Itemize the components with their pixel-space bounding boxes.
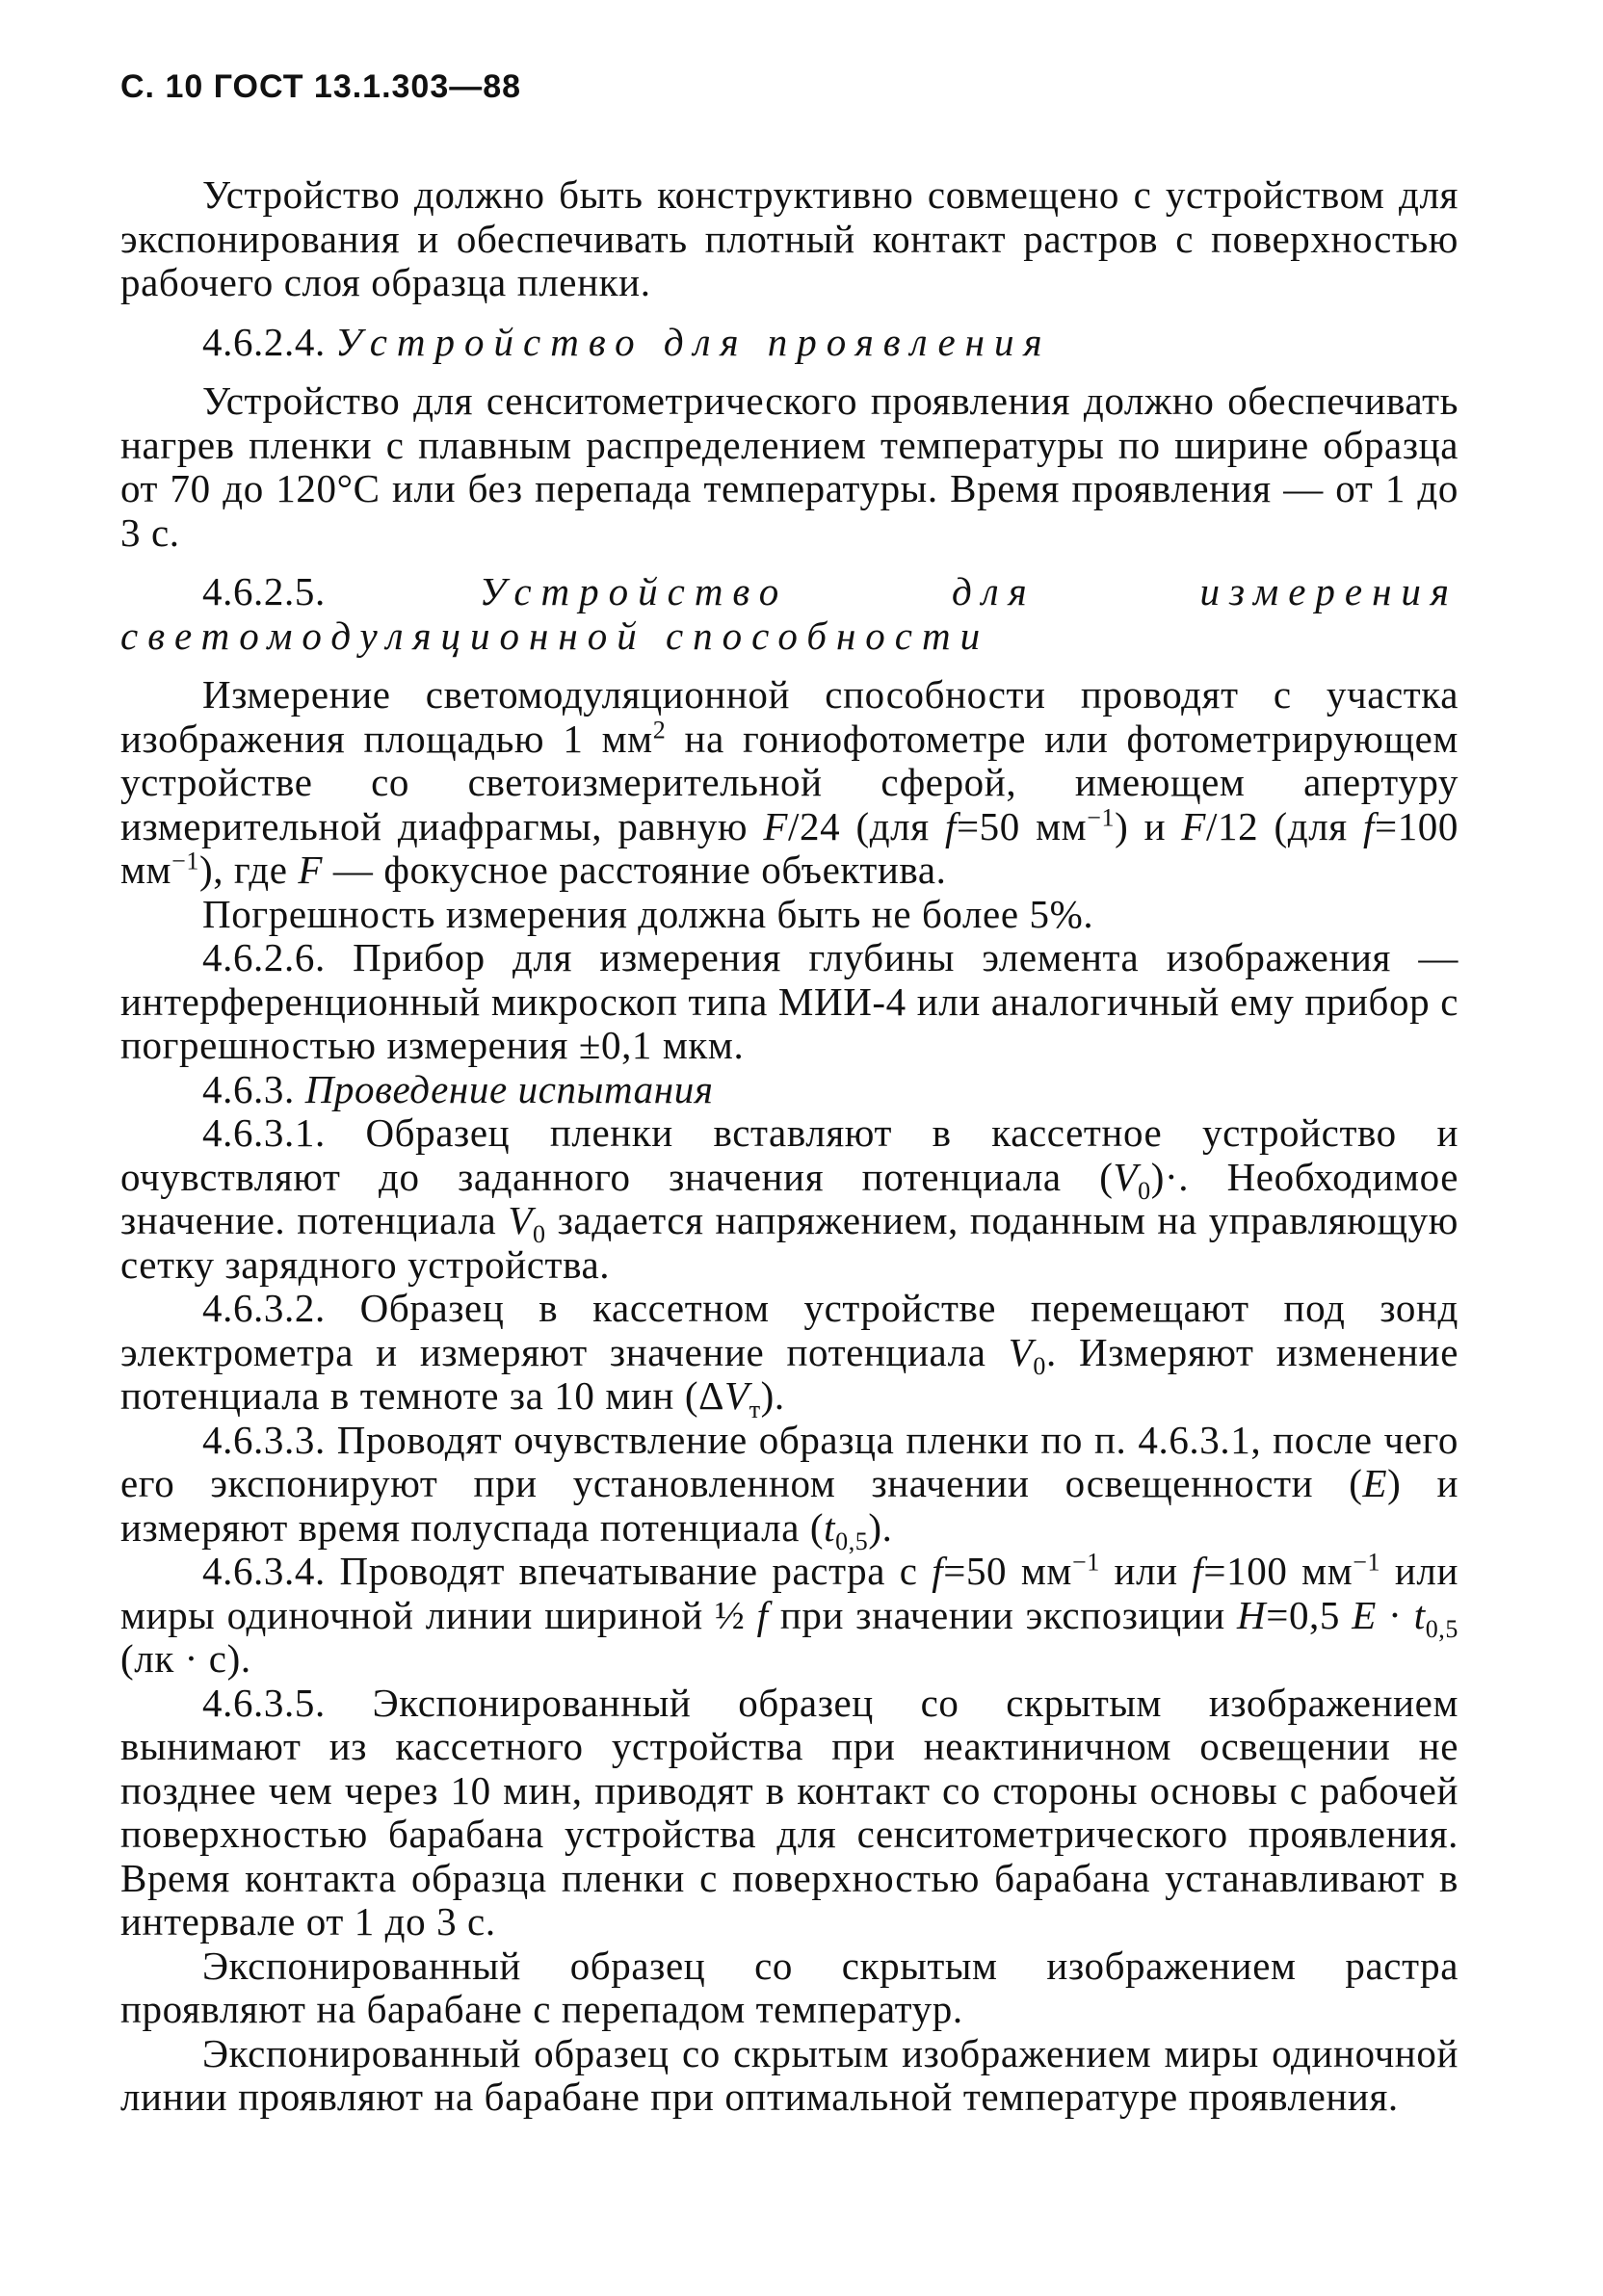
text-run: ) и измеряют время полуспада потенциала (: [120, 1461, 1458, 1550]
text-run: /12 (для: [1206, 803, 1363, 848]
section-number: 4.6.2.4.: [202, 319, 326, 364]
text-run: ).: [868, 1504, 893, 1550]
text-run: или миры одиночной линии шириной ½: [120, 1549, 1458, 1637]
text-run: ), где: [198, 848, 299, 892]
math-symbol: V: [508, 1198, 533, 1242]
text-run: =100 мм: [120, 803, 1459, 892]
superscript: −1: [1071, 1548, 1100, 1577]
text-run: на гониофотометре или фотометрирующем устройстве со светоизмерительной сферой, имеющем апертуру измерительной диафрагмы, равную: [120, 716, 1458, 848]
section-title: Устройство для проявления: [335, 319, 1052, 364]
paragraph-4-6-3-5: 4.6.3.5. Экспонированный образец со скрытым изображением вынимают из кассетного устройства при неактиничном освещении не позднее чем через 10 мин, приводят в контакт со стороны основы с рабочей поверхностью барабана устройства для сенситометрического проявления. Время контакта образца пленки с поверхностью барабана устанавливают в интервале от 1 до 3 с.: [120, 1680, 1458, 1944]
superscript: −1: [1087, 802, 1116, 831]
paragraph-4-6-3-1: [120, 1111, 1458, 1287]
math-symbol: t: [824, 1504, 836, 1550]
text-run: при значении экспозиции: [768, 1592, 1238, 1637]
text-run: (лк · с).: [120, 1636, 251, 1681]
math-symbol: f: [944, 803, 957, 848]
subscript: 0: [1033, 1351, 1046, 1380]
math-symbol: f: [756, 1592, 769, 1637]
text-run: 4.6.3.3. Проводят очувствление образца пленки по п. 4.6.3.1, после чего его экспонируют при установленном значении освещенности (: [120, 1417, 1458, 1505]
text-run: =0,5: [1266, 1592, 1353, 1637]
section-title: Проведение испытания: [304, 1066, 714, 1111]
section-number: 4.6.3.: [202, 1066, 305, 1111]
text-run: задается напряжением, поданным на управляющую сетку зарядного устройства.: [120, 1198, 1458, 1287]
paragraph-4-6-3-3: [120, 1417, 1458, 1555]
math-symbol: F: [298, 848, 324, 892]
text-run: )·. Необходимое значение. потенциала: [120, 1154, 1458, 1242]
text-run: — фокусное расстояние объектива.: [323, 848, 947, 892]
text-run: =100 мм: [1203, 1549, 1353, 1593]
section-heading-4-6-2-5: [120, 570, 1458, 658]
superscript: −1: [171, 847, 199, 875]
math-symbol: f: [1192, 1549, 1204, 1593]
paragraph-4-6-3-2: [120, 1286, 1459, 1424]
paragraph-device-combined: Устройство должно быть конструктивно совмещено с устройством для экспонирования и обеспечивать плотный контакт растров с поверхностью рабочего слоя образца пленки.: [120, 172, 1458, 304]
math-symbol: f: [932, 1549, 944, 1593]
text-run: или: [1099, 1549, 1193, 1593]
subscript: 0: [532, 1220, 546, 1249]
text-run: ·: [1376, 1592, 1414, 1637]
paragraph-raster-developing: Экспонированный образец со скрытым изображением растра проявляют на барабане с перепадом температур.: [120, 1943, 1458, 2031]
math-symbol: V: [1008, 1329, 1034, 1374]
math-symbol: F: [763, 803, 789, 848]
page-header: С. 10 ГОСТ 13.1.303—88: [120, 68, 522, 105]
section-number: 4.6.2.5.: [202, 569, 326, 613]
paragraph-line-developing: Экспонированный образец со скрытым изображением миры одиночной линии проявляют на барабане при оптимальной температуре проявления.: [120, 2030, 1458, 2119]
paragraph-4-6-3-4: [120, 1550, 1458, 1682]
section-heading-4-6-2-4: [120, 321, 1458, 365]
paragraph-measurement: [120, 673, 1458, 893]
text-run: ).: [760, 1373, 785, 1418]
text-run: 4.6.3.4. Проводят впечатывание растра с: [202, 1549, 933, 1593]
math-symbol: V: [724, 1373, 749, 1418]
text-run: /24 (для: [788, 803, 945, 848]
paragraph-developing-device: Устройство для сенситометрического проявления должно обеспечивать нагрев пленки с плавным распределением температуры по ширине образца от 70 до 120°С или без перепада температуры. Время проявления — от 1 до 3 с.: [120, 378, 1458, 555]
text-run: 4.6.3.2. Образец в кассетном устройстве перемещают под зонд электрометра и измеряют значение потенциала: [120, 1286, 1458, 1374]
section-title: Устройство для измерения светомодуляционной способности: [120, 569, 1458, 658]
paragraph-error: Погрешность измерения должна быть не более 5%.: [202, 891, 1094, 936]
subscript: 0,5: [1425, 1614, 1458, 1643]
text-run: =50 мм: [943, 1549, 1072, 1593]
math-symbol: t: [1413, 1592, 1426, 1637]
subscript: 0,5: [835, 1526, 869, 1555]
superscript: −1: [1353, 1548, 1381, 1577]
paragraph-4-6-2-6: 4.6.2.6. Прибор для измерения глубины элемента изображения — интерференционный микроскоп типа МИИ-4 или аналогичный ему прибор с погрешностью измерения ±0,1 мкм.: [120, 935, 1458, 1067]
math-symbol: H: [1237, 1592, 1267, 1637]
text-run: =50 мм: [956, 803, 1088, 848]
text-run: ) и: [1115, 803, 1182, 848]
superscript: 2: [652, 715, 667, 744]
text-run: Измерение светомодуляционной способности проводят с участка изображения площадью 1 мм: [120, 672, 1458, 761]
section-heading-4-6-3: [120, 1068, 1458, 1112]
math-symbol: V: [1113, 1154, 1139, 1199]
subscript: 0: [1138, 1176, 1151, 1205]
subscript: т: [749, 1396, 761, 1424]
math-symbol: F: [1181, 803, 1207, 848]
math-symbol: E: [1362, 1461, 1388, 1505]
text-run: 4.6.3.1. Образец пленки вставляют в кассетное устройство и очувствляют до заданного значения потенциала (: [120, 1110, 1458, 1199]
math-symbol: E: [1352, 1592, 1377, 1637]
text-run: . Измеряют изменение потенциала в темноте за 10 мин (Δ: [120, 1329, 1459, 1418]
math-symbol: f: [1362, 803, 1375, 848]
